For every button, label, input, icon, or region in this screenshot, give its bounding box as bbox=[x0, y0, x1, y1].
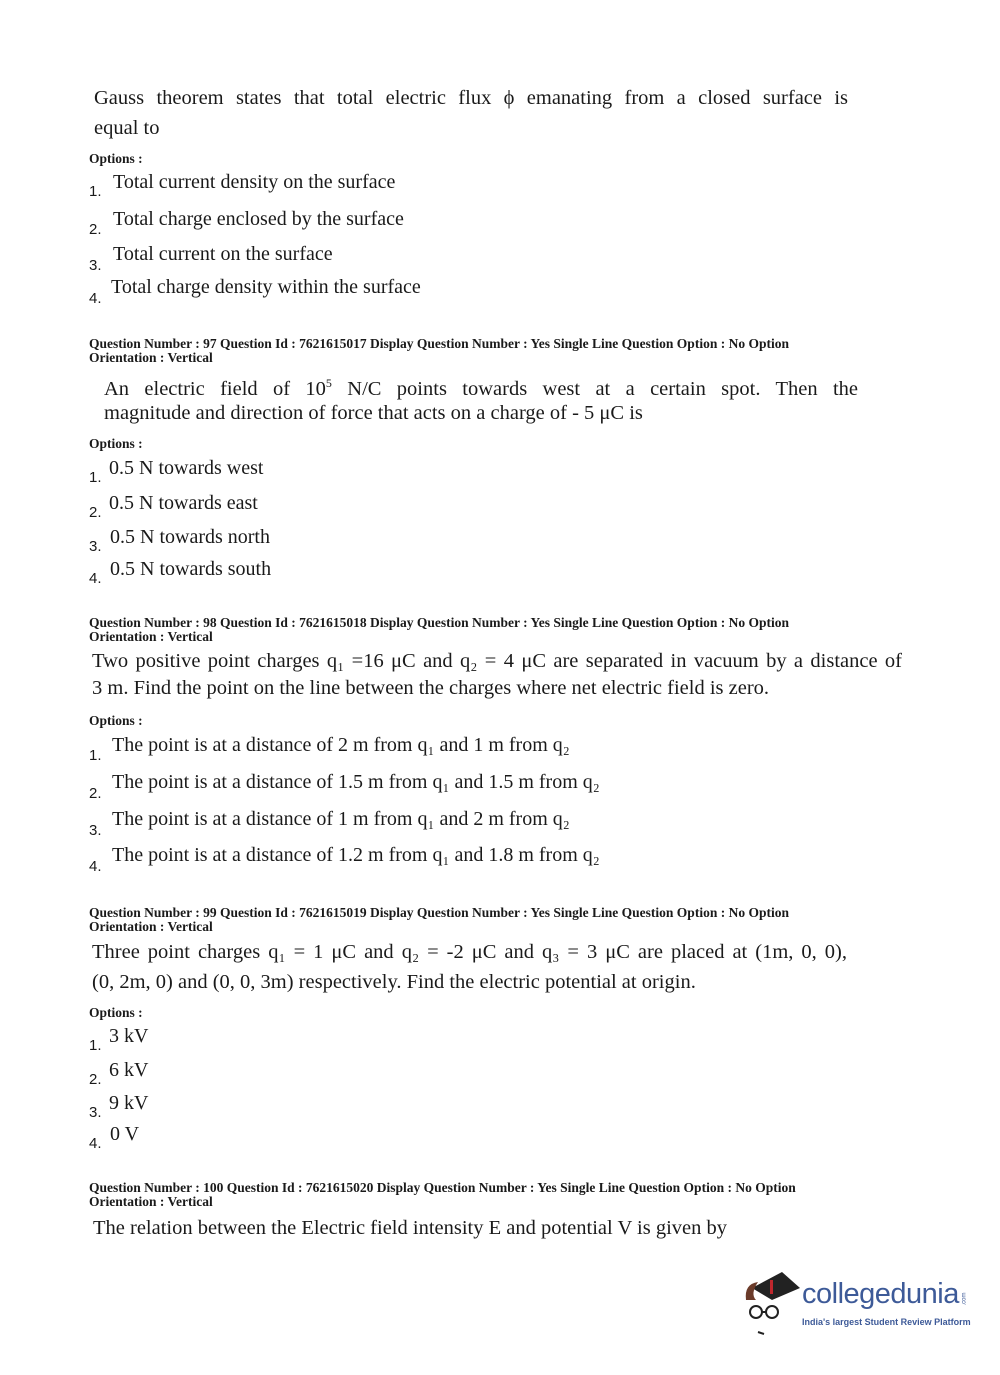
metadata-line: Orientation : Vertical bbox=[89, 1194, 213, 1209]
option-text: 0.5 N towards north bbox=[110, 526, 270, 548]
metadata-line: Orientation : Vertical bbox=[89, 629, 213, 644]
option-text: Total charge enclosed by the surface bbox=[113, 208, 404, 230]
metadata-line: Question Number : 98 Question Id : 7621615018 Display Question Number : Yes Single Line Question Option : No Option bbox=[89, 615, 789, 630]
superscript: 5 bbox=[325, 376, 332, 390]
option-text: 9 kV bbox=[109, 1092, 149, 1114]
option-number: 1. bbox=[89, 469, 102, 486]
mascot-icon bbox=[742, 1270, 802, 1340]
option-number: 1. bbox=[89, 747, 102, 764]
metadata-line: Question Number : 100 Question Id : 7621615020 Display Question Number : Yes Single Line Question Option : No Option bbox=[89, 1180, 796, 1195]
question-text-line: Three point charges q₁ = 1 μC and q₂ = -2 μC and q₃ = 3 μC are placed at (1m, 0, 0), bbox=[92, 941, 847, 963]
metadata-line: Orientation : Vertical bbox=[89, 350, 213, 365]
question-text-line: Gauss theorem states that total electric flux ϕ emanating from a closed surface is bbox=[94, 87, 848, 109]
question-metadata bbox=[89, 1181, 796, 1209]
option-number: 2. bbox=[89, 221, 102, 238]
option-text: 0.5 N towards south bbox=[110, 558, 272, 580]
option-number: 1. bbox=[89, 1037, 102, 1054]
option-number: 2. bbox=[89, 1071, 102, 1088]
option-text: 0 V bbox=[110, 1123, 140, 1145]
question-metadata bbox=[89, 616, 789, 644]
option-text: The point is at a distance of 2 m from q₁ and 1 m from q₂ bbox=[112, 734, 570, 756]
options-label: Options : bbox=[89, 151, 143, 166]
metadata-line: Question Number : 97 Question Id : 7621615017 Display Question Number : Yes Single Line Question Option : No Option bbox=[89, 336, 789, 351]
option-number: 3. bbox=[89, 1104, 102, 1121]
question-text-line: 3 m. Find the point on the line between the charges where net electric field is zero. bbox=[92, 677, 770, 699]
question-text-line: Two positive point charges q₁ =16 μC and q₂ = 4 μC are separated in vacuum by a distance of bbox=[92, 650, 902, 672]
option-number: 3. bbox=[89, 538, 102, 555]
question-text-line: equal to bbox=[94, 117, 160, 139]
question-text-line: magnitude and direction of force that acts on a charge of - 5 μC is bbox=[104, 402, 643, 424]
option-text: The point is at a distance of 1 m from q₁ and 2 m from q₂ bbox=[112, 808, 570, 830]
option-number: 2. bbox=[89, 504, 102, 521]
question-metadata bbox=[89, 337, 789, 365]
option-number: 2. bbox=[89, 785, 102, 802]
option-number: 4. bbox=[89, 1135, 102, 1152]
metadata-line: Question Number : 99 Question Id : 7621615019 Display Question Number : Yes Single Line Question Option : No Option bbox=[89, 905, 789, 920]
option-number: 4. bbox=[89, 570, 102, 587]
option-text: 0.5 N towards west bbox=[109, 457, 264, 479]
option-text: The point is at a distance of 1.5 m from q₁ and 1.5 m from q₂ bbox=[112, 771, 600, 793]
option-number: 4. bbox=[89, 290, 102, 307]
question-metadata bbox=[89, 906, 789, 934]
option-number: 1. bbox=[89, 183, 102, 200]
option-text: 6 kV bbox=[109, 1059, 149, 1081]
option-text: 3 kV bbox=[109, 1025, 149, 1047]
options-label: Options : bbox=[89, 713, 143, 728]
option-text: 0.5 N towards east bbox=[109, 492, 258, 514]
logo-suffix: .com bbox=[961, 1292, 968, 1306]
options-label: Options : bbox=[89, 1005, 143, 1020]
collegedunia-logo bbox=[742, 1270, 972, 1340]
metadata-line: Orientation : Vertical bbox=[89, 919, 213, 934]
question-text-line: An electric field of $10^5$ N/C points towards west at a certain spot. Then the bbox=[104, 376, 858, 400]
question-text-line: (0, 2m, 0) and (0, 0, 3m) respectively. Find the electric potential at origin. bbox=[92, 971, 696, 993]
option-number: 3. bbox=[89, 257, 102, 274]
option-text: The point is at a distance of 1.2 m from q₁ and 1.8 m from q₂ bbox=[112, 844, 600, 866]
logo-wordmark: collegedunia bbox=[802, 1278, 959, 1310]
option-number: 4. bbox=[89, 858, 102, 875]
option-text: Total current density on the surface bbox=[113, 171, 396, 193]
options-label: Options : bbox=[89, 436, 143, 451]
logo-tagline: India's largest Student Review Platform bbox=[802, 1317, 971, 1327]
option-number: 3. bbox=[89, 822, 102, 839]
option-text: Total current on the surface bbox=[113, 243, 333, 265]
question-text-line: The relation between the Electric field intensity E and potential V is given by bbox=[93, 1217, 727, 1239]
option-text: Total charge density within the surface bbox=[111, 276, 421, 298]
